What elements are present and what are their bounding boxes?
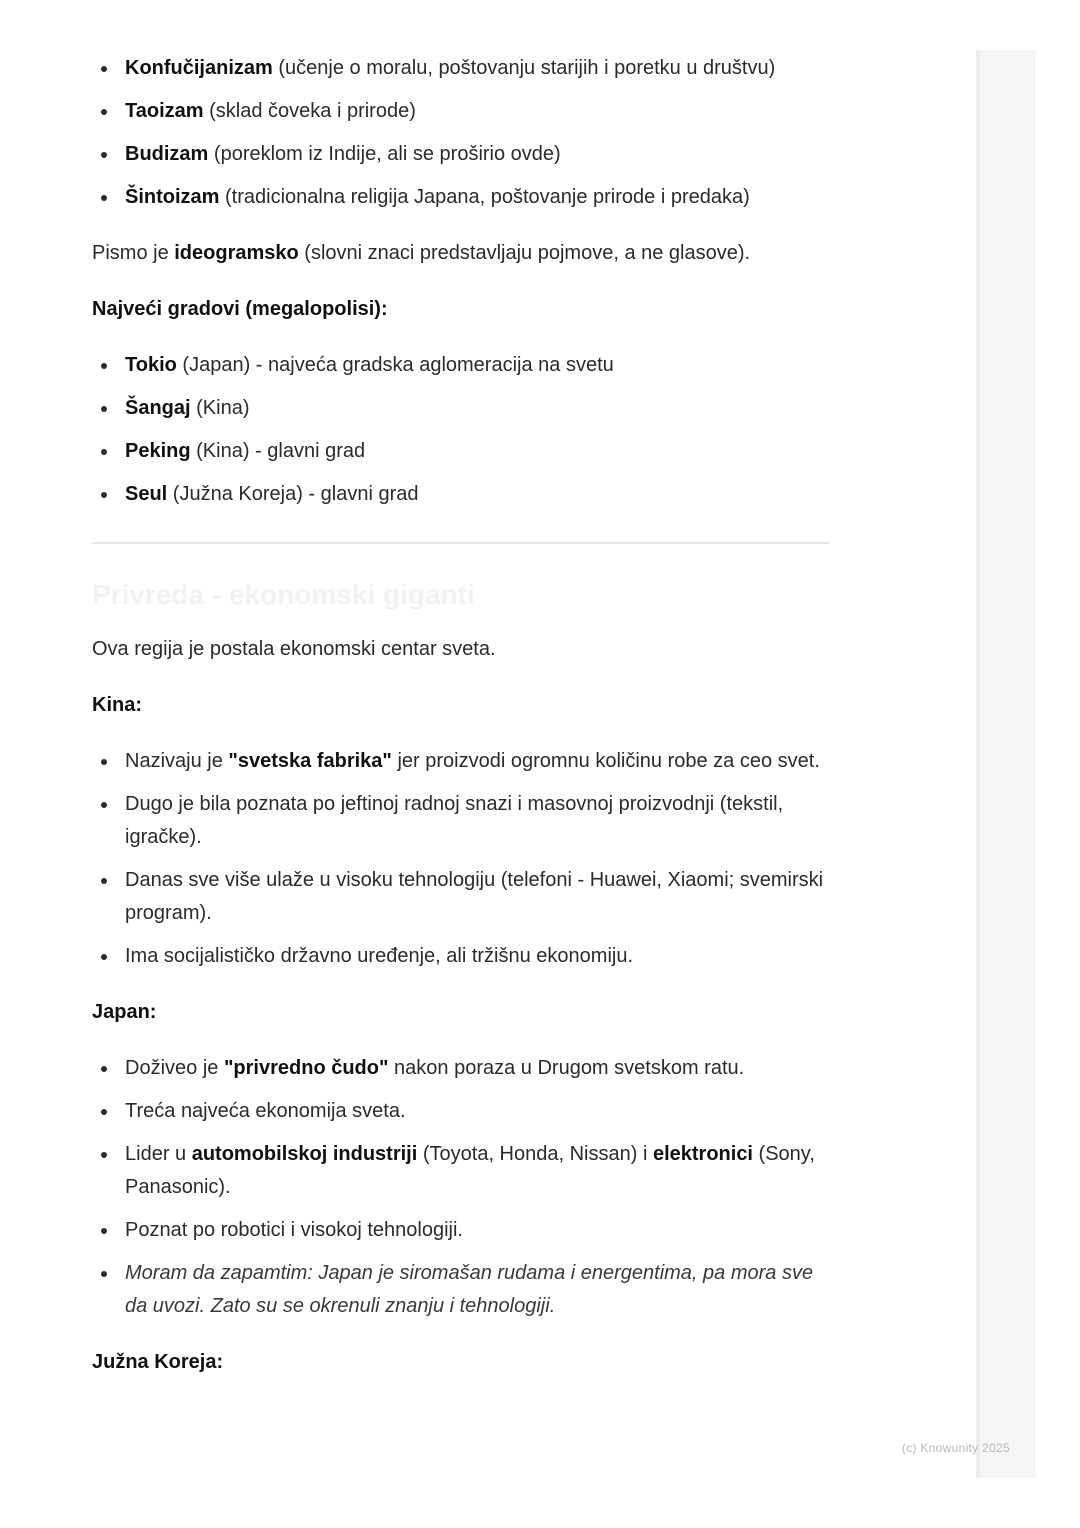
list-item: Konfučijanizam (učenje o moralu, poštovanju starijih i poretku u društvu) bbox=[92, 52, 832, 85]
list-item: Poznat po robotici i visokoj tehnologiji. bbox=[92, 1214, 832, 1247]
list-item: Šangaj (Kina) bbox=[92, 392, 832, 425]
list-item: Tokio (Japan) - najveća gradska aglomeracija na svetu bbox=[92, 349, 832, 382]
list-item: Seul (Južna Koreja) - glavni grad bbox=[92, 478, 832, 511]
list-item: Nazivaju je "svetska fabrika" jer proizvodi ogromnu količinu robe za ceo svet. bbox=[92, 745, 832, 778]
section-divider bbox=[92, 542, 829, 544]
list-item: Danas sve više ulaže u visoku tehnologiju (telefoni - Huawei, Xiaomi; svemirski program). bbox=[92, 864, 832, 930]
religions-list bbox=[92, 52, 832, 214]
list-item: Peking (Kina) - glavni grad bbox=[92, 435, 832, 468]
cities-list bbox=[92, 349, 832, 511]
section-intro: Ova regija je postala ekonomski centar sveta. bbox=[92, 638, 496, 660]
list-item bbox=[92, 1257, 832, 1323]
script-paragraph: Pismo je ideogramsko (slovni znaci predstavljaju pojmove, a ne glasove). bbox=[92, 242, 751, 264]
korea-heading: Južna Koreja: bbox=[92, 1351, 224, 1373]
cities-heading: Najveći gradovi (megalopolisi): bbox=[92, 298, 388, 320]
list-item: Doživeo je "privredno čudo" nakon poraza u Drugom svetskom ratu. bbox=[92, 1052, 832, 1085]
list-item: Dugo je bila poznata po jeftinoj radnoj snazi i masovnoj proizvodnji (tekstil, igračke). bbox=[92, 788, 832, 854]
side-panel bbox=[976, 50, 1036, 1478]
japan-heading: Japan: bbox=[92, 1001, 157, 1023]
copyright-footer: (c) Knowunity 2025 bbox=[901, 1441, 1010, 1455]
list-item: Taoizam (sklad čoveka i prirode) bbox=[92, 95, 832, 128]
list-item: Ima socijalističko državno uređenje, ali tržišnu ekonomiju. bbox=[92, 940, 832, 973]
china-list bbox=[92, 745, 832, 973]
section-title: Privreda - ekonomski giganti bbox=[92, 579, 475, 610]
document-body bbox=[92, 50, 832, 1379]
china-heading: Kina: bbox=[92, 694, 142, 716]
list-item: Budizam (poreklom iz Indije, ali se proširio ovde) bbox=[92, 138, 832, 171]
note-text: Moram da zapamtim: Japan je siromašan rudama i energentima, pa mora sve da uvozi. Zato su se okrenuli znanju i tehnologiji. bbox=[125, 1262, 814, 1317]
list-item: Lider u automobilskoj industriji (Toyota, Honda, Nissan) i elektronici (Sony, Panasonic). bbox=[92, 1138, 832, 1204]
japan-list bbox=[92, 1052, 832, 1323]
list-item: Šintoizam (tradicionalna religija Japana, poštovanje prirode i predaka) bbox=[92, 181, 832, 214]
list-item: Treća najveća ekonomija sveta. bbox=[92, 1095, 832, 1128]
